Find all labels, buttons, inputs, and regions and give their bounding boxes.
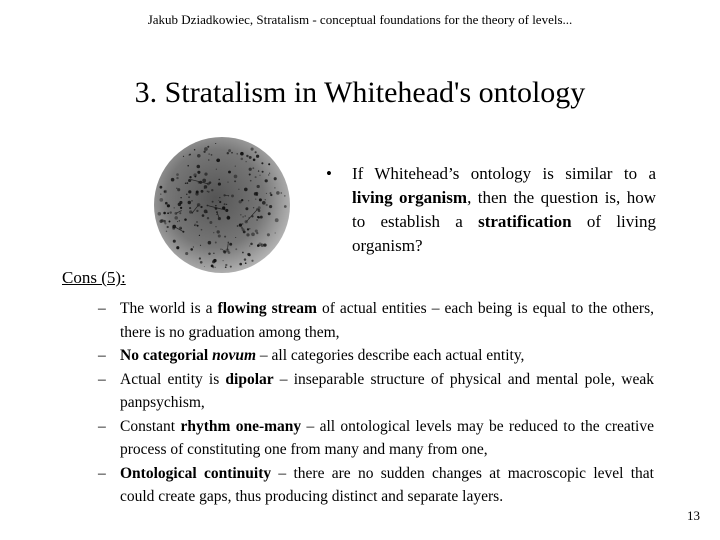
list-item: – The world is a flowing stream of actual entities – each being is equal to the others, there is no graduation among them, [98, 300, 654, 341]
network-sphere-icon [152, 134, 292, 276]
bullet-text: If Whitehead’s ontology is similar to a living organism, then the question is, how to establish a stratification of living organism? [352, 164, 656, 255]
page-number: 13 [687, 508, 700, 523]
main-bullet [326, 162, 656, 258]
list-item: – Actual entity is dipolar – inseparable structure of physical and mental pole, weak panpsychism, [98, 370, 654, 411]
bullet-marker: • [326, 164, 332, 183]
cons-heading: Cons (5): [62, 268, 126, 287]
cons-list [98, 297, 654, 509]
list-item: – Ontological continuity – there are no sudden changes at macroscopic level that could create gaps, thus producing distinct and separate layers. [98, 464, 654, 505]
slide-title: 3. Stratalism in Whitehead's ontology [134, 76, 586, 109]
list-item: – No categorial novum – all categories describe each actual entity, [98, 347, 525, 364]
slide-header: Jakub Dziadkowiec, Stratalism - conceptual foundations for the theory of levels... [147, 12, 573, 27]
list-item: – Constant rhythm one-many – all ontological levels may be reduced to the creative process of constituting one from many and many from one, [98, 417, 654, 458]
